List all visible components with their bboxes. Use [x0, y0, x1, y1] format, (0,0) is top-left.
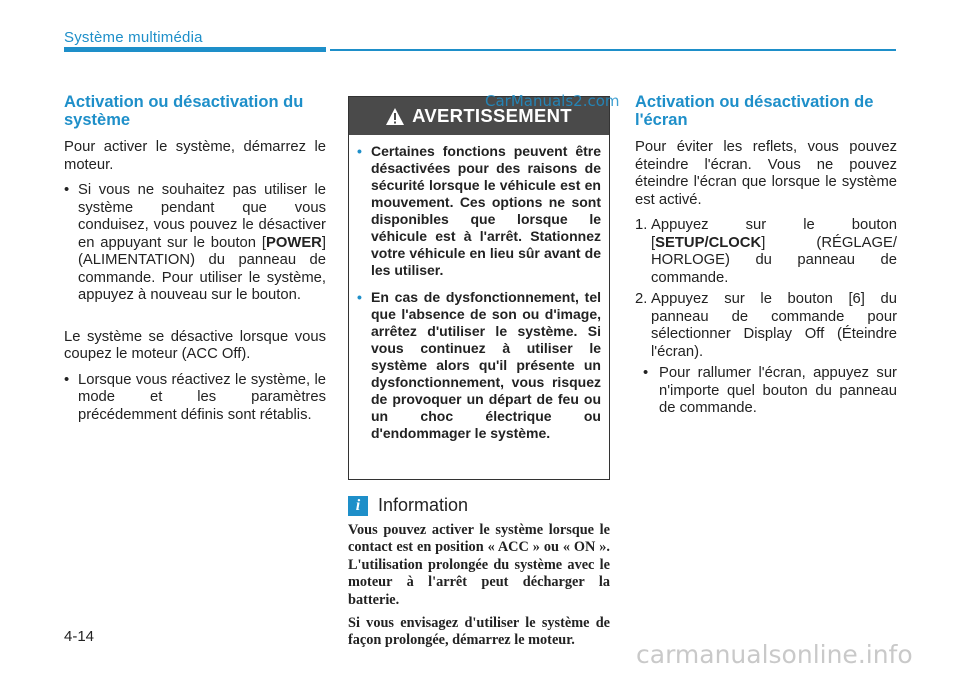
sub-bullet-item — [635, 365, 897, 418]
system-toggle-heading: Activation ou désactivation du système — [64, 93, 304, 129]
key-label-setup-clock: SETUP/CLOCK — [655, 234, 762, 251]
warning-item — [357, 289, 601, 442]
information-text — [348, 522, 610, 656]
bullet-dot: • — [64, 371, 70, 388]
warning-triangle-icon — [386, 108, 404, 125]
information-label: Information — [378, 495, 469, 515]
warning-item — [357, 143, 601, 279]
information-paragraph: Vous pouvez activer le système lorsque le contact est en position « ACC » ou « ON ». L'utilisation prolongée du système avec le moteur à l'arrêt peut décharger la batterie. — [348, 522, 610, 608]
warning-list — [349, 135, 609, 442]
warning-box — [348, 96, 610, 480]
information-paragraph: Si vous envisagez d'utiliser le système de façon prolongée, démarrez le moteur. — [348, 615, 610, 649]
sub-bullet-text: Pour rallumer l'écran, appuyez sur n'importe quel bouton du panneau de commande. — [659, 365, 897, 416]
information-title — [348, 495, 468, 516]
bullet-item — [64, 372, 326, 425]
step-item — [635, 291, 897, 361]
carmanuals-watermark: CarManuals2.com — [485, 92, 620, 110]
bullet-text: Si vous ne souhaitez pas utiliser le système pendant que vous conduisez, vous pouvez le désactiver en appuyant sur le bouton [ — [78, 182, 326, 251]
section-title: Système multimédia — [64, 29, 203, 46]
paragraph: Le système se désactive lorsque vous coupez le moteur (ACC Off). — [64, 328, 326, 362]
bullet-dot: • — [357, 143, 362, 159]
bullet-item — [64, 182, 326, 305]
key-label-power: POWER — [265, 234, 322, 251]
screen-toggle-heading: Activation ou désactivation de l'écran — [635, 93, 874, 129]
page-number: 4-14 — [64, 628, 95, 645]
left-column — [64, 93, 326, 424]
bullet-dot: • — [357, 289, 362, 305]
warning-text: En cas de dysfonctionnement, tel que l'absence de son ou d'image, arrêtez d'utiliser le système. Si vous continuez à utiliser le système alors qu'il présente un dysfonctionnement, vous risquez de provoquer un départ de feu ou un choc électrique ou d'endommager le système. — [371, 289, 601, 441]
bullet-dot: • — [643, 365, 649, 381]
paragraph: Pour éviter les reflets, vous pouvez éteindre l'écran. Vous ne pouvez éteindre l'écran que lorsque le système est activé. — [635, 139, 897, 208]
warning-text: Certaines fonctions peuvent être désactivées pour des raisons de sécurité lorsque le véhicule est en mouvement. Ces options ne sont disponibles que lorsque le véhicule est à l'arrêt. Stationnez votre véhicule en lieu sûr avant de les utiliser. — [371, 143, 601, 278]
warning-title: AVERTISSEMENT — [412, 105, 572, 126]
bullet-text: Lorsque vous réactivez le système, le mode et les paramètres précédemment définis sont rétablis. — [78, 371, 326, 423]
step-text: ] (RÉGLAGE/ HORLOGE) du panneau de commande. — [651, 234, 897, 286]
bullet-dot: • — [64, 182, 70, 198]
paragraph: Pour activer le système, démarrez le moteur. — [64, 139, 326, 173]
step-number: 2. — [635, 291, 648, 307]
step-number: 1. — [635, 217, 648, 233]
header-rule-thick — [64, 47, 326, 52]
header-rule-thin — [330, 49, 896, 51]
step-text: Appuyez sur le bouton [6] du panneau de commande pour sélectionner Display Off (Éteindre l'écran). — [651, 291, 897, 360]
info-icon: i — [348, 496, 368, 516]
step-text: Appuyez sur le bouton [ — [651, 217, 897, 251]
step-item — [635, 217, 897, 287]
right-column — [635, 93, 897, 418]
site-watermark: carmanualsonline.info — [636, 640, 913, 669]
bullet-text: ] (ALIMENTATION) du panneau de commande. Pour utiliser le système, appuyez à nouveau sur le bouton. — [78, 234, 326, 303]
